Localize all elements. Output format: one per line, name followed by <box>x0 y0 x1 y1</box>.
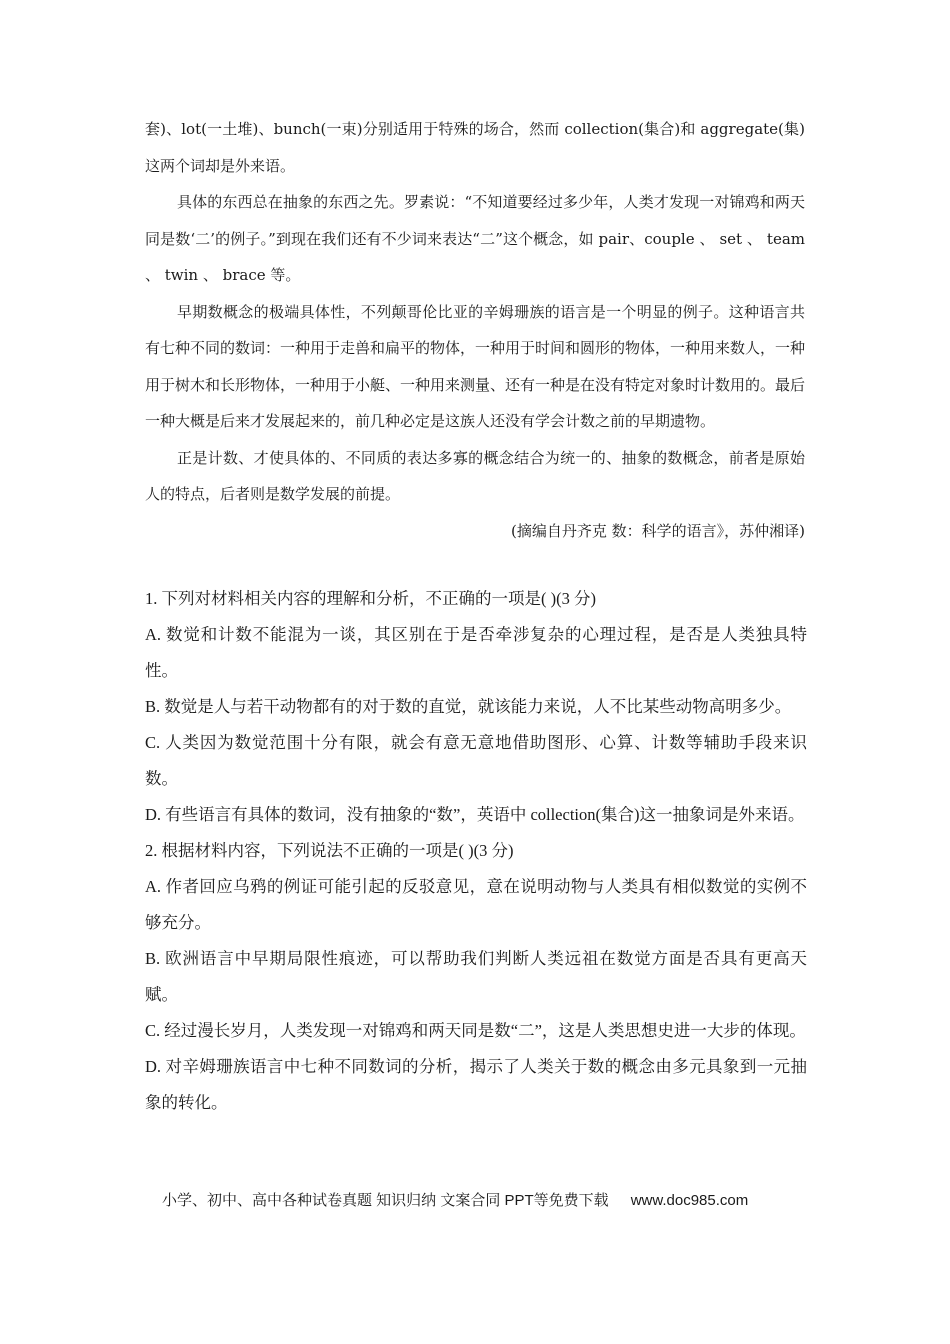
option-c: C. 经过漫长岁月，人类发现一对锦鸡和两天同是数“二”，这是人类思想史进一大步的体现。 <box>145 1021 806 1040</box>
reading-passage <box>145 111 805 549</box>
passage-paragraph: 早期数概念的极端具体性，不列颠哥伦比亚的辛姆珊族的语言是一个明显的例子。这种语言共有七种不同的数词：一种用于走兽和扁平的物体，一种用于时间和圆形的物体，一种用来数人，一种用于树木和长形物体，一种用于小艇、一种用来测量、还有一种是在没有特定对象时计数用的。最后一种大概是后来才发展起来的，前几种必定是这族人还没有学会计数之前的早期遗物。 <box>145 302 806 430</box>
option-c: C. 人类因为数觉范围十分有限，就会有意无意地借助图形、心算、计数等辅助手段来识数。 <box>145 733 807 788</box>
footer-text: 小学、初中、高中各种试卷真题 知识归纳 文案合同 PPT等免费下载 <box>162 1192 609 1209</box>
option-d: D. 有些语言有具体的数词，没有抽象的“数”，英语中 collection(集合)这一抽象词是外来语。 <box>145 805 805 824</box>
passage-paragraph: 具体的东西总在抽象的东西之先。罗素说：“不知道要经过多少年，人类才发现一对锦鸡和两天同是数‘二’的例子。”到现在我们还有不少词来表达“二”这个概念，如 pair、couple 、 set 、 team 、 twin 、 brace 等。 <box>145 193 805 284</box>
passage-source: (摘编自丹齐克 数：科学的语言》，苏仲湘译) <box>511 521 805 540</box>
option-d: D. 对辛姆珊族语言中七种不同数词的分析，揭示了人类关于数的概念由多元具象到一元抽象的转化。 <box>145 1057 807 1112</box>
option-b: B. 数觉是人与若干动物都有的对于数的直觉，就该能力来说，人不比某些动物高明多少。 <box>145 697 792 716</box>
option-a: A. 数觉和计数不能混为一谈，其区别在于是否牵涉复杂的心理过程，是否是人类独具特性。 <box>145 625 807 680</box>
passage-paragraph: 正是计数、才使具体的、不同质的表达多寡的概念结合为统一的、抽象的数概念，前者是原始人的特点，后者则是数学发展的前提。 <box>145 448 805 503</box>
question-stem: 1. 下列对材料相关内容的理解和分析，不正确的一项是( )(3 分) <box>145 589 596 608</box>
question-stem: 2. 根据材料内容，下列说法不正确的一项是( )(3 分) <box>145 841 514 860</box>
page-footer <box>162 1190 802 1212</box>
footer-url[interactable]: www.doc985.com <box>630 1192 749 1209</box>
option-a: A. 作者回应乌鸦的例证可能引起的反驳意见，意在说明动物与人类具有相似数觉的实例不够充分。 <box>145 877 807 932</box>
question-list <box>145 581 807 1121</box>
question-2 <box>145 833 807 1121</box>
option-b: B. 欧洲语言中早期局限性痕迹，可以帮助我们判断人类远祖在数觉方面是否具有更高天赋。 <box>145 949 807 1004</box>
question-1 <box>145 581 807 833</box>
passage-paragraph: 套)、lot(一土堆)、bunch(一束)分别适用于特殊的场合，然而 collection(集合)和 aggregate(集)这两个词却是外来语。 <box>145 120 805 175</box>
